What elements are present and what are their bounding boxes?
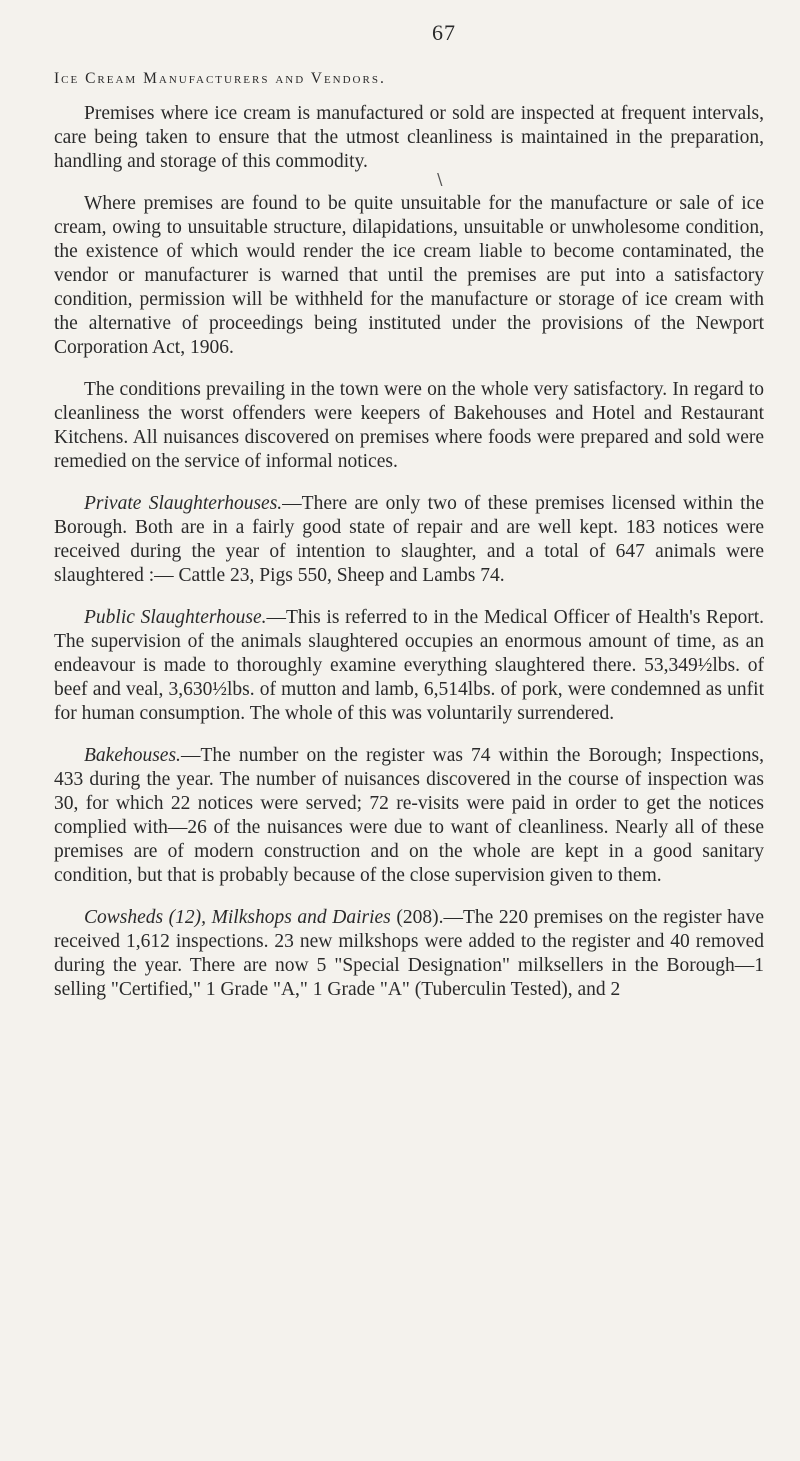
cowsheds-text: (208).—The 220 premises on the register have received 1,612 inspections. 23 new milkshops were added to the register and 40 removed during the year. There are now 5 "Special Designation" milksellers in the Borough—1 selling "Certified," 1 Grade "A," 1 Grade "A" (Tuberculin Tested), and 2 [54, 907, 764, 1000]
bakehouses-text: —The number on the register was 74 within the Borough; Inspections, 433 during the year. The number of nuisances discovered in the course of inspection was 30, for which 22 notices were served; 72 re-visits were paid in order to get the notices complied with—26 of the nuisances were due to want of cleanliness. Nearly all of these premises are of modern construction and on the whole are kept in a good sanitary condition, but that is probably because of the close supervision given to them. [54, 745, 764, 886]
public-slaughterhouse-text: —This is referred to in the Medical Officer of Health's Report. The supervision of the animals slaughtered occupies an enormous amount of time, as an endeavour is made to thoroughly examine everything slaughtered there. 53,349½lbs. of beef and veal, 3,630½lbs. of mutton and lamb, 6,514lbs. of pork, were condemned as unfit for human consumption. The whole of this was voluntarily surrendered. [54, 607, 765, 724]
bakehouses-title: Bakehouses. [84, 745, 181, 766]
document-page [54, 20, 764, 1020]
private-slaughterhouses-text: —There are only two of these premises licensed within the Borough. Both are in a fairly good state of repair and are well kept. 183 notices were received during the year of intention to slaughter, and a total of 647 animals were slaughtered :— Cattle 23, Pigs 550, Sheep and Lambs 74. [54, 493, 764, 586]
paragraph-public-slaughterhouse [54, 606, 764, 726]
paragraph-private-slaughterhouses [54, 492, 764, 588]
cowsheds-title: Cowsheds (12), Milkshops and Dairies [84, 907, 391, 928]
page-number: 67 [432, 20, 456, 45]
paragraph-premises-inspection: Premises where ice cream is manufactured or sold are inspected at frequent intervals, care being taken to ensure that the utmost cleanliness is maintained in the preparation, handling and storage of this commodity. [54, 103, 764, 172]
paragraph-cowsheds-milkshops [54, 906, 764, 1002]
stray-mark: ∖ [434, 172, 445, 189]
paragraph-unsuitable-premises: Where premises are found to be quite unsuitable for the manufacture or sale of ice cream, owing to unsuitable structure, dilapidations, unsuitable or unwholesome condition, the existence of which would render the ice cream liable to become contaminated, the vendor or manufacturer is warned that until the premises are put into a satisfactory condition, permission will be withheld for the manufacture or storage of ice cream with the alternative of proceedings being instituted under the provisions of the Newport Corporation Act, 1906. [54, 193, 764, 358]
private-slaughterhouses-title: Private Slaughterhouses. [84, 493, 283, 514]
section-heading: Ice Cream Manufacturers and Vendors. [54, 70, 386, 87]
public-slaughterhouse-title: Public Slaughterhouse. [84, 607, 267, 628]
paragraph-town-conditions: The conditions prevailing in the town were on the whole very satisfactory. In regard to cleanliness the worst offenders were keepers of Bakehouses and Hotel and Restaurant Kitchens. All nuisances discovered on premises where foods were prepared and sold were remedied on the service of informal notices. [54, 379, 764, 472]
paragraph-bakehouses [54, 744, 764, 888]
